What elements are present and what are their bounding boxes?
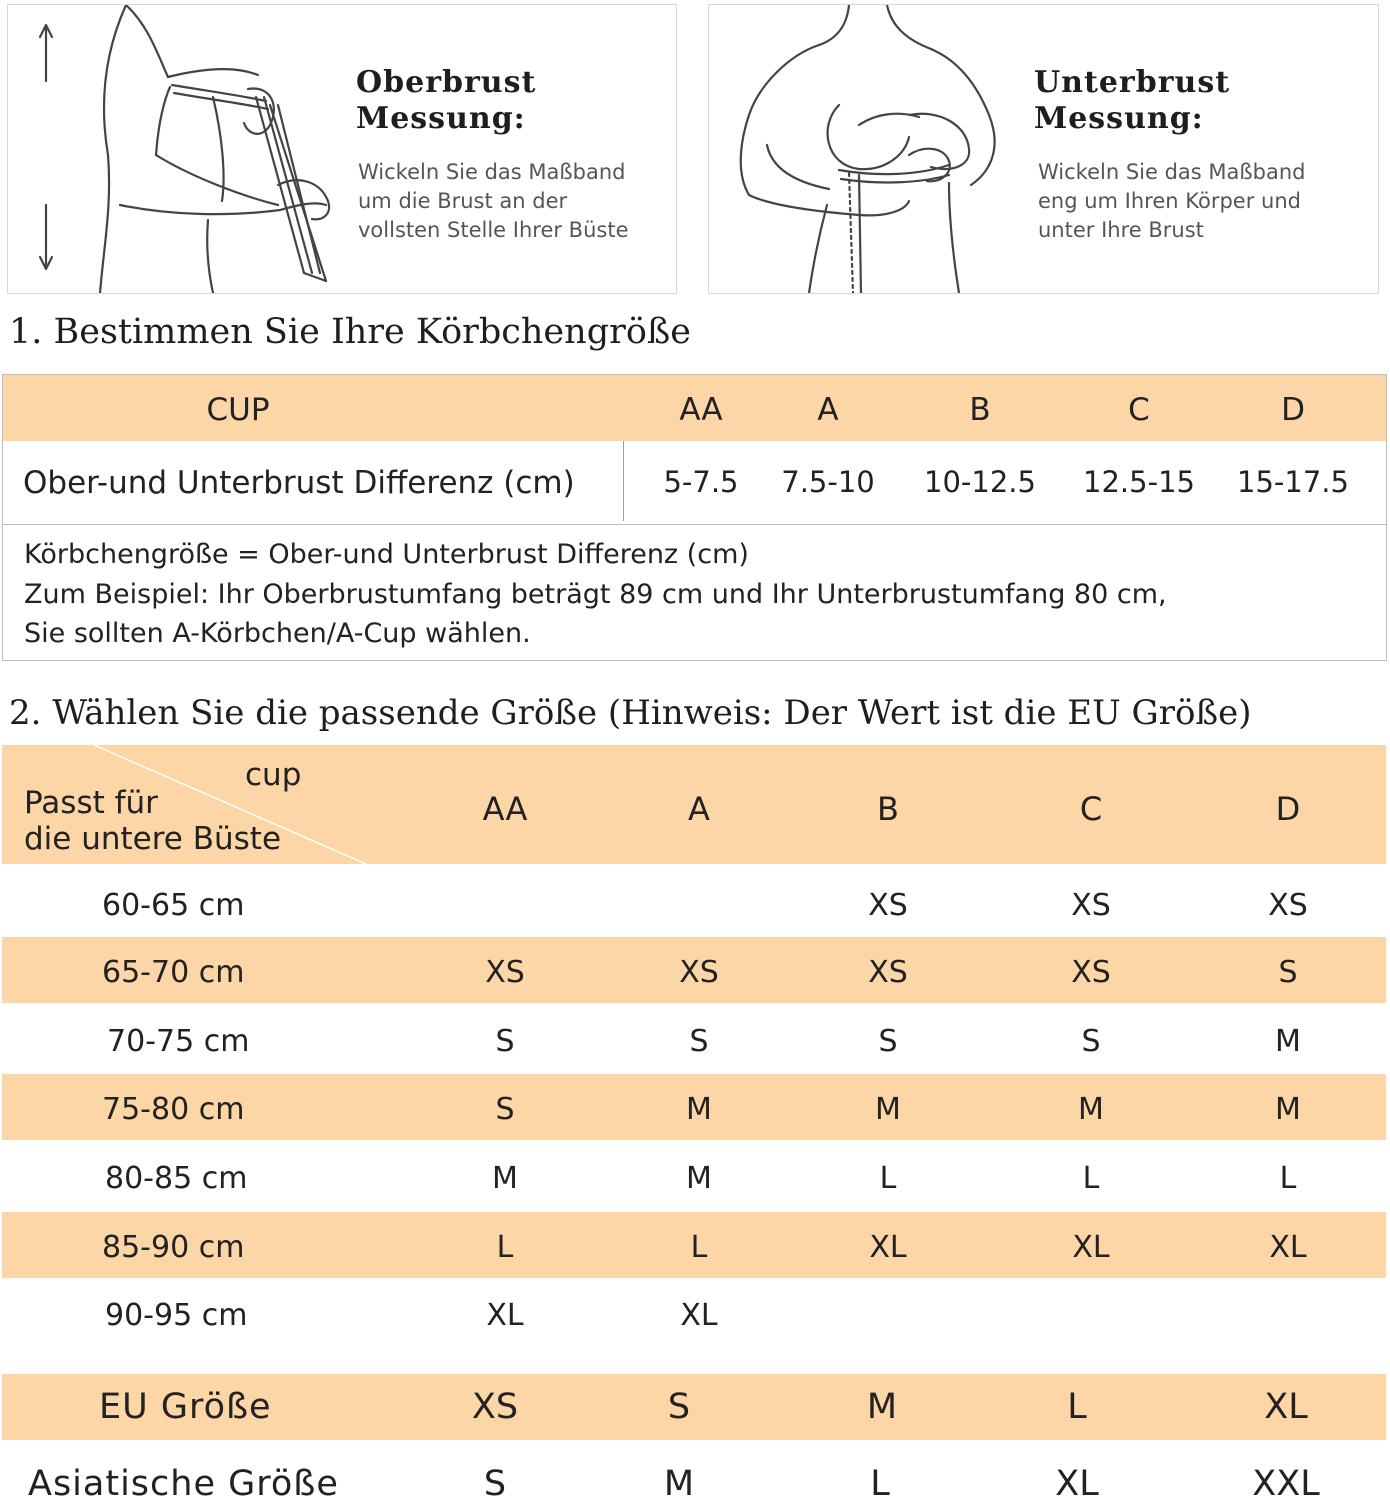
size-row-60-65 — [2, 870, 1386, 936]
eu-size-label: EU Größe — [99, 1387, 272, 1427]
size-cell: XS — [868, 888, 908, 923]
difference-c: 12.5-15 — [1083, 465, 1195, 499]
size-cell: L — [1279, 1161, 1297, 1196]
size-header-c: C — [1079, 790, 1103, 828]
cup-size-table — [2, 374, 1387, 661]
size-cell: S — [689, 1024, 709, 1059]
size-header-aa: AA — [482, 790, 528, 828]
size-row-range: 80-85 cm — [105, 1161, 248, 1196]
overbust-title-line1: Oberbrust — [356, 65, 537, 100]
cup-header-aa: AA — [679, 392, 723, 428]
size-cell: L — [496, 1230, 514, 1265]
asian-size-d: XXL — [1252, 1464, 1320, 1504]
size-row-range: 90-95 cm — [105, 1298, 248, 1333]
asian-size-b: L — [870, 1464, 890, 1504]
difference-d: 15-17.5 — [1237, 465, 1349, 499]
eu-size-c: L — [1067, 1387, 1087, 1427]
size-chart-table — [2, 745, 1386, 1504]
cup-header-d: D — [1281, 392, 1305, 428]
size-cell: M — [1078, 1092, 1104, 1127]
size-cell: XL — [869, 1230, 907, 1265]
cup-size-heading: 1. Bestimmen Sie Ihre Körbchengröße — [9, 312, 691, 352]
size-cell: XL — [1072, 1230, 1110, 1265]
size-cell: L — [1082, 1161, 1100, 1196]
size-row-70-75 — [2, 1006, 1386, 1072]
corner-underbust-line2: die untere Büste — [24, 821, 282, 857]
overbust-desc-line3: vollsten Stelle Ihrer Büste — [358, 218, 629, 242]
cup-note-line2: Zum Beispiel: Ihr Oberbrustumfang beträgt 89 cm und Ihr Unterbrustumfang 80 cm, — [24, 578, 1167, 610]
size-row-90-95 — [2, 1280, 1386, 1346]
size-cell: L — [879, 1161, 897, 1196]
underbust-desc-line1: Wickeln Sie das Maßband — [1038, 160, 1306, 184]
size-cell: XL — [1269, 1230, 1307, 1265]
size-cell: S — [1081, 1024, 1101, 1059]
size-cell: S — [1278, 955, 1298, 990]
cup-note-line3: Sie sollten A-Körbchen/A-Cup wählen. — [24, 618, 531, 649]
asian-size-aa: S — [483, 1464, 507, 1504]
cup-header-label: CUP — [206, 392, 270, 428]
size-cell: S — [878, 1024, 898, 1059]
cup-header-a: A — [817, 392, 839, 428]
difference-aa: 5-7.5 — [663, 465, 739, 499]
size-cell: S — [495, 1024, 515, 1059]
size-row-75-80 — [2, 1074, 1386, 1140]
underbust-measuring-illustration — [709, 5, 1009, 293]
size-row-range: 60-65 cm — [102, 888, 245, 923]
cup-header-b: B — [969, 392, 991, 428]
overbust-measuring-illustration — [8, 5, 348, 293]
overbust-measurement-panel — [7, 4, 677, 294]
size-cell: XS — [1071, 955, 1111, 990]
corner-underbust-line1: Passt für — [24, 785, 158, 821]
cup-note-line1: Körbchengröße = Ober-und Unterbrust Differenz (cm) — [24, 539, 749, 570]
size-cell: M — [1275, 1092, 1301, 1127]
overbust-desc-line2: um die Brust an der — [358, 189, 568, 213]
size-header-a: A — [688, 790, 710, 828]
cup-table-header — [3, 375, 1386, 441]
size-selection-heading: 2. Wählen Sie die passende Größe (Hinweis: Der Wert ist die EU Größe) — [9, 693, 1252, 733]
difference-a: 7.5-10 — [781, 465, 875, 499]
asian-size-label: Asiatische Größe — [28, 1464, 339, 1504]
underbust-desc-line3: unter Ihre Brust — [1038, 218, 1204, 242]
overbust-title-line2: Messung: — [356, 101, 526, 136]
underbust-title-line1: Unterbrust — [1034, 65, 1231, 100]
cup-row-divider — [623, 441, 624, 521]
size-cell: XL — [680, 1298, 718, 1333]
difference-row-label: Ober-und Unterbrust Differenz (cm) — [23, 465, 575, 501]
eu-size-row — [2, 1374, 1386, 1440]
difference-b: 10-12.5 — [924, 465, 1036, 499]
underbust-desc-line2: eng um Ihren Körper und — [1038, 189, 1301, 213]
asian-size-c: XL — [1055, 1464, 1099, 1504]
size-row-range: 85-90 cm — [102, 1230, 245, 1265]
size-header-b: B — [877, 790, 899, 828]
underbust-measurement-panel — [708, 4, 1379, 294]
underbust-title-line2: Messung: — [1034, 101, 1204, 136]
size-cell: M — [686, 1161, 712, 1196]
size-cell: XS — [485, 955, 525, 990]
size-row-85-90 — [2, 1212, 1386, 1278]
size-table-header — [2, 745, 1386, 864]
size-header-d: D — [1275, 790, 1301, 828]
size-cell: S — [495, 1092, 515, 1127]
corner-underbust-label — [24, 785, 281, 857]
eu-size-d: XL — [1264, 1387, 1308, 1427]
cup-calculation-note — [24, 535, 1167, 654]
eu-size-b: M — [866, 1387, 898, 1427]
size-row-65-70 — [2, 937, 1386, 1003]
size-cell: XS — [679, 955, 719, 990]
eu-size-a: S — [667, 1387, 691, 1427]
corner-cup-label: cup — [245, 757, 302, 793]
asian-size-a: M — [663, 1464, 695, 1504]
overbust-desc-line1: Wickeln Sie das Maßband — [358, 160, 626, 184]
size-row-range: 75-80 cm — [102, 1092, 245, 1127]
size-cell: XS — [868, 955, 908, 990]
size-cell: M — [875, 1092, 901, 1127]
size-cell: M — [686, 1092, 712, 1127]
size-row-range: 70-75 cm — [107, 1024, 250, 1059]
size-cell: M — [1275, 1024, 1301, 1059]
cup-header-c: C — [1128, 392, 1150, 428]
size-cell: XS — [1268, 888, 1308, 923]
size-row-range: 65-70 cm — [102, 955, 245, 990]
size-cell: L — [690, 1230, 708, 1265]
size-cell: XS — [1071, 888, 1111, 923]
asian-size-row — [2, 1451, 1386, 1504]
eu-size-aa: XS — [471, 1387, 519, 1427]
size-cell: M — [492, 1161, 518, 1196]
size-row-80-85 — [2, 1143, 1386, 1209]
size-cell: XL — [486, 1298, 524, 1333]
cup-difference-row — [3, 441, 1386, 525]
